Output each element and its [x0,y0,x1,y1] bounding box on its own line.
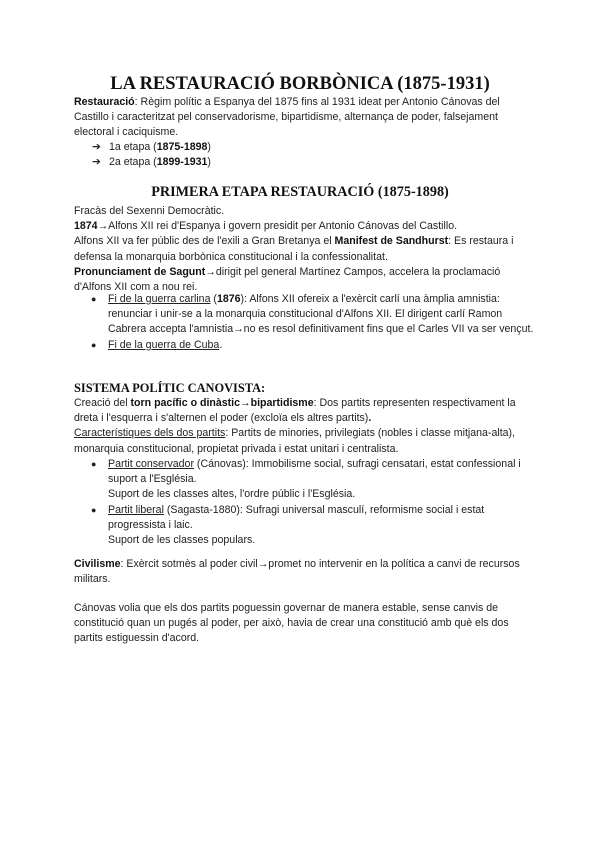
page-title: LA RESTAURACIÓ BORBÒNICA (1875-1931) [110,74,490,94]
paragraph: Alfons XII va fer públic des de l'exili a Gran Bretanya el Manifest de Sandhurst: Es restaura i defensa la monarquia borbònica constitucional i la confessionalitat. [74,235,514,263]
section-heading-primera-etapa: PRIMERA ETAPA RESTAURACIÓ (1875-1898) [151,184,449,200]
paragraph: 1874→Alfons XII rei d'Espanya i govern presidit per Antonio Cánovas del Castillo. [74,220,458,233]
stages-list [92,140,211,170]
section-heading-sistema-politic: SISTEMA POLÍTIC CANOVISTA: [74,381,266,395]
arrow-icon: ➔ [92,141,101,153]
list-item: ● Fi de la guerra de Cuba. [90,338,535,353]
bullet-icon: ● [91,339,97,350]
section2-bullets [90,457,535,548]
bullet-icon: ● [91,504,97,515]
section1-body [74,204,534,295]
section2-body [74,396,534,457]
list-item: ➔ 1a etapa (1875-1898) [92,140,211,155]
intro-paragraph [74,95,534,141]
final-paragraph: Cánovas volia que els dos partits poguessin governar de manera estable, sense canvis de constitució quan un pugés al poder, per això, havia de crear una constitució amb què els dos partits estiguessin d'acord. [74,602,509,645]
bullet-icon: ● [91,459,97,469]
intro-text: : Règim polític a Espanya del 1875 fins al 1931 ideat per Antonio Cánovas del Castillo i caracteritzat pel conservadorisme, bipartidisme, alternança de poder, falsejament electoral i caciquisme. [74,96,500,139]
paragraph: Característiques dels dos partits: Partits de minories, privilegiats (nobles i classe mitjana-alta), monarquia constitucional, propietat privada i estat unitari i centralista. [74,427,516,455]
list-item: ● Partit liberal (Sagasta-1880): Sufragi universal masculí, reformisme social i estat progressista i laic. Suport de les classes populars. [91,503,485,547]
intro-term: Restauració [74,96,135,108]
list-item: ➔ 2a etapa (1899-1931) [92,155,211,170]
arrow-icon: ➔ [92,156,101,169]
civilisme-paragraph: Civilisme: Exèrcit sotmès al poder civil→promet no intervenir en la política a canvi de recursos militars. [74,558,520,586]
list-item: ● Fi de la guerra carlina (1876): Alfons XII ofereix a l'exèrcit carlí una àmplia amnistia: renunciar i unir-se a la monarquia constitucional d'Alfons XII. El dirigent carlí Ramon Cabrera accepta l'amnistia→no es resol definitivament fins que el Carles VII va ser vençut. [91,293,534,336]
bullet-icon: ● [91,294,97,304]
paragraph: Fracàs del Sexenni Democràtic. [74,205,225,217]
paragraph: Creació del torn pacífic o dinàstic→bipartidisme: Dos partits representen respectivament la dreta i l'esquerra i s'alternen el poder (excloïa els altres partits). [74,397,516,425]
section1-bullets [90,292,535,353]
paragraph: Pronunciament de Sagunt→dirigit pel general Martínez Campos, accelera la proclamació d'Alfons XII com a nou rei. [74,265,501,294]
list-item: ● Partit conservador (Cánovas): Immobilisme social, sufragi censatari, estat confessional i suport a l'Església. Suport de les classes altes, l'ordre públic i l'Església. [91,458,521,501]
